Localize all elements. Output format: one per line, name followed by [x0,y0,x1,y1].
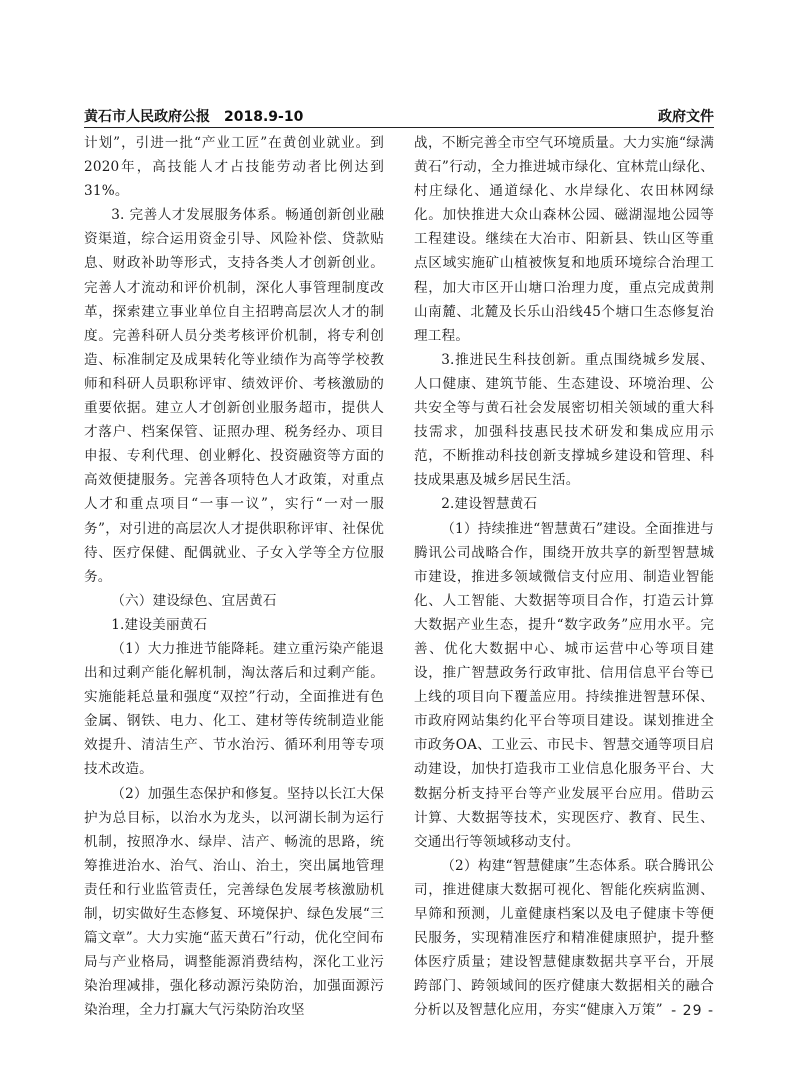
paragraph: （1）持续推进“智慧黄石”建设。全面推进与腾讯公司战略合作，围绕开放共享的新型智慧城市建设，推进多领域微信支付应用、制造业智能化、人工智能、大数据等项目合作，打造云计算大数据产业生态，提升“数字政务”应用水平。完善、优化大数据中心、城市运营中心等项目建设，推广智慧政务行政审批、信用信息平台等已上线的项目向下覆盖应用。持续推进智慧环保、市政府网站集约化平台等项目建设。谋划推进全市政务OA、工业云、市民卡、智慧交通等项目启动建设，加快打造我市工业信息化服务平台、大数据分析支持平台等产业发展平台应用。借助云计算、大数据等技术，实现医疗、教育、民生、交通出行等领域移动支付。 [414,520,714,850]
page-header [84,104,714,126]
paragraph: 1.建设美丽黄石 [111,616,208,633]
paragraph: 3. 完善人才发展服务体系。畅通创新创业融资渠道，综合运用资金引导、风险补偿、贷款贴息、财政补助等形式，支持各类人才创新创业。完善人才流动和评价机制，深化人事管理制度改革，探索建立事业单位自主招聘高层次人才的制度。完善科研人员分类考核评价机制，将专利创造、标准制定及成果转化等业绩作为高等学校教师和科研人员职称评审、绩效评价、考核激励的重要依据。建立人才创新创业服务超市，提供人才落户、档案保管、证照办理、税务经办、项目申报、专利代理、创业孵化、投资融资等方面的高效便捷服务。完善各项特色人才政策，对重点人才和重点项目“一事一议”，实行“一对一服务”，对引进的高层次人才提供职称评审、社保优待、医疗保健、配偶就业、子女入学等全方位服务。 [84,207,384,585]
paragraph: 战，不断完善全市空气环境质量。大力实施“绿满黄石”行动，全力推进城市绿化、宜林荒山绿化、村庄绿化、通道绿化、水岸绿化、农田林网绿化。加快推进大众山森林公园、磁湖湿地公园等工程建设。继续在大冶市、阳新县、铁山区等重点区域实施矿山植被恢复和地质环境综合治理工程，加大市区开山塘口治理力度，重点完成黄荆山南麓、北麓及长乐山沿线45个塘口生态修复治理工程。 [414,135,714,344]
header-publication-title: 黄石市人民政府公报 2018.9-10 [84,109,304,125]
page-number: - 29 - [671,1003,714,1019]
left-column [84,131,384,1019]
paragraph: （六）建设绿色、宜居黄石 [111,592,277,609]
header-rule [84,127,714,128]
paragraph: 3.推进民生科技创新。重点围绕城乡发展、人口健康、建筑节能、生态建设、环境治理、公共安全等与黄石社会发展密切相关领域的重大科技需求，加强科技惠民技术研发和集成应用示范，不断推动科技创新支撑城乡建设和管理、科技成果惠及城乡居民生活。 [414,351,714,489]
paragraph: （2）构建“智慧健康”生态体系。联合腾讯公司，推进健康大数据可视化、智能化疾病监测、早筛和预测，儿童健康档案以及电子健康卡等便民服务，实现精准医疗和精准健康照护，提升整体医疗质量；建设智慧健康数据共享平台，开展跨部门、跨领域间的医疗健康大数据相关的融合分析以及智慧化应用，夯实“健康入万策” [414,857,714,1019]
paragraph: 2.建设智慧黄石 [441,496,538,513]
paragraph: 计划”，引进一批“产业工匠”在黄创业就业。到2020年，高技能人才占技能劳动者比例达到31%。 [84,135,384,200]
header-section-title: 政府文件 [658,109,714,125]
paragraph: （1）大力推进节能降耗。建立重污染产能退出和过剩产能化解机制，淘汰落后和过剩产能。实施能耗总量和强度“双控”行动，全面推进有色金属、钢铁、电力、化工、建材等传统制造业能效提升、清洁生产、节水治污、循环利用等专项技术改造。 [84,640,384,778]
paragraph: （2）加强生态保护和修复。坚持以长江大保护为总目标，以治水为龙头，以河湖长制为运行机制，按照净水、绿岸、洁产、畅流的思路，统筹推进治水、治气、治山、治土，突出属地管理责任和行业监管责任，完善绿色发展考核激励机制，切实做好生态修复、环境保护、绿色发展“三篇文章”。大力实施“蓝天黄石”行动，优化空间布局与产业格局，调整能源消费结构，深化工业污染治理减排，强化移动源污染防治，加强面源污染治理，全力打赢大气污染防治攻坚 [84,785,384,1019]
